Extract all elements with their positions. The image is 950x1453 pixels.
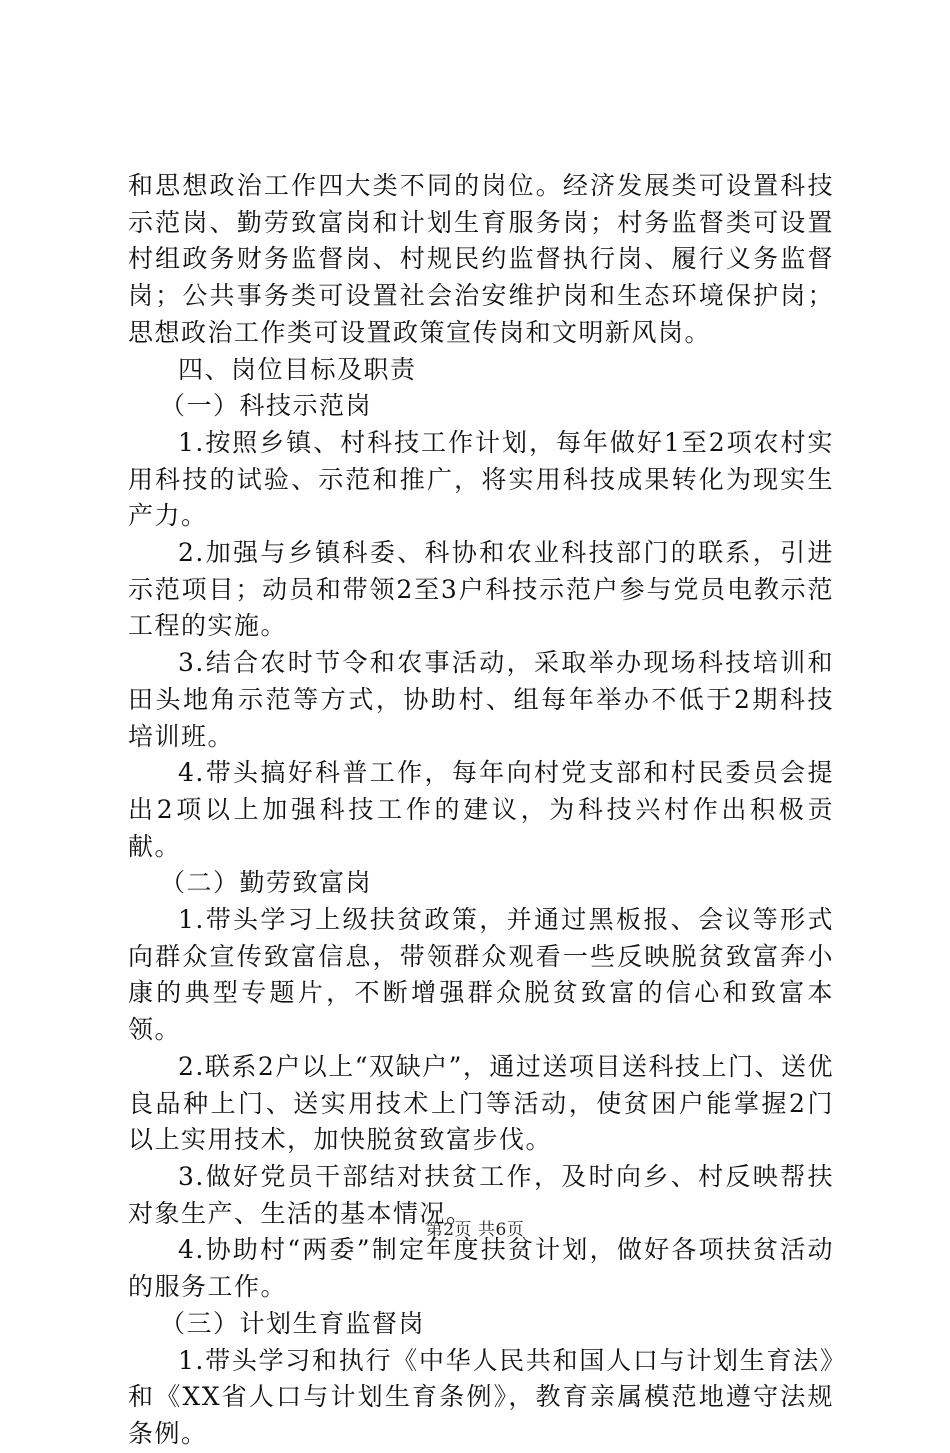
page-number-footer: 第2页 共6页 bbox=[425, 1220, 525, 1240]
paragraph-prosperity-2: 2.联系2户以上“双缺户”，通过送项目送科技上门、送优良品种上门、送实用技术上门等活动，使贫困户能掌握2门以上实用技术，加快脱贫致富步伐。 bbox=[128, 1051, 834, 1155]
paragraph-prosperity-1: 1.带头学习上级扶贫政策，并通过黑板报、会议等形式向群众宣传致富信息，带领群众观看一些反映脱贫致富奔小康的典型专题片，不断增强群众脱贫致富的信心和致富本领。 bbox=[128, 905, 834, 1045]
paragraph-tech-demo-1: 1.按照乡镇、村科技工作计划，每年做好1至2项农村实用科技的试验、示范和推广，将实用科技成果转化为现实生产力。 bbox=[128, 427, 834, 531]
document-body bbox=[128, 168, 834, 1453]
subsection-heading-prosperity: （二）勤劳致富岗 bbox=[160, 868, 373, 898]
paragraph-tech-demo-3: 3.结合农时节令和农事活动，采取举办现场科技培训和田头地角示范等方式，协助村、组每年举办不低于2期科技培训班。 bbox=[128, 648, 834, 751]
paragraph-job-categories: 和思想政治工作四大类不同的岗位。经济发展类可设置科技示范岗、勤劳致富岗和计划生育服务岗；村务监督类可设置村组政务财务监督岗、村规民约监督执行岗、履行义务监督岗；公共事务类可设置社会治安维护岗和生态环境保护岗；思想政治工作类可设置政策宣传岗和文明新风岗。 bbox=[128, 171, 834, 347]
paragraph-tech-demo-2: 2.加强与乡镇科委、科协和农业科技部门的联系，引进示范项目；动员和带领2至3户科技示范户参与党员电教示范工程的实施。 bbox=[128, 538, 834, 641]
subsection-heading-family-planning: （三）计划生育监督岗 bbox=[160, 1308, 426, 1338]
paragraph-tech-demo-4: 4.带头搞好科普工作，每年向村党支部和村民委员会提出2项以上加强科技工作的建议，为科技兴村作出积极贡献。 bbox=[128, 758, 834, 861]
subsection-heading-tech-demo: （一）科技示范岗 bbox=[160, 391, 373, 421]
paragraph-family-planning-1: 1.带头学习和执行《中华人民共和国人口与计划生育法》和《XX省人口与计划生育条例》，教育亲属模范地遵守法规条例。 bbox=[128, 1345, 834, 1448]
paragraph-prosperity-3: 3.做好党员干部结对扶贫工作，及时向乡、村反映帮扶对象生产、生活的基本情况。 bbox=[128, 1161, 834, 1228]
section-heading-goals-duties: 四、岗位目标及职责 bbox=[178, 354, 417, 384]
paragraph-prosperity-4: 4.协助村“两委”制定年度扶贫计划，做好各项扶贫活动的服务工作。 bbox=[128, 1235, 834, 1302]
